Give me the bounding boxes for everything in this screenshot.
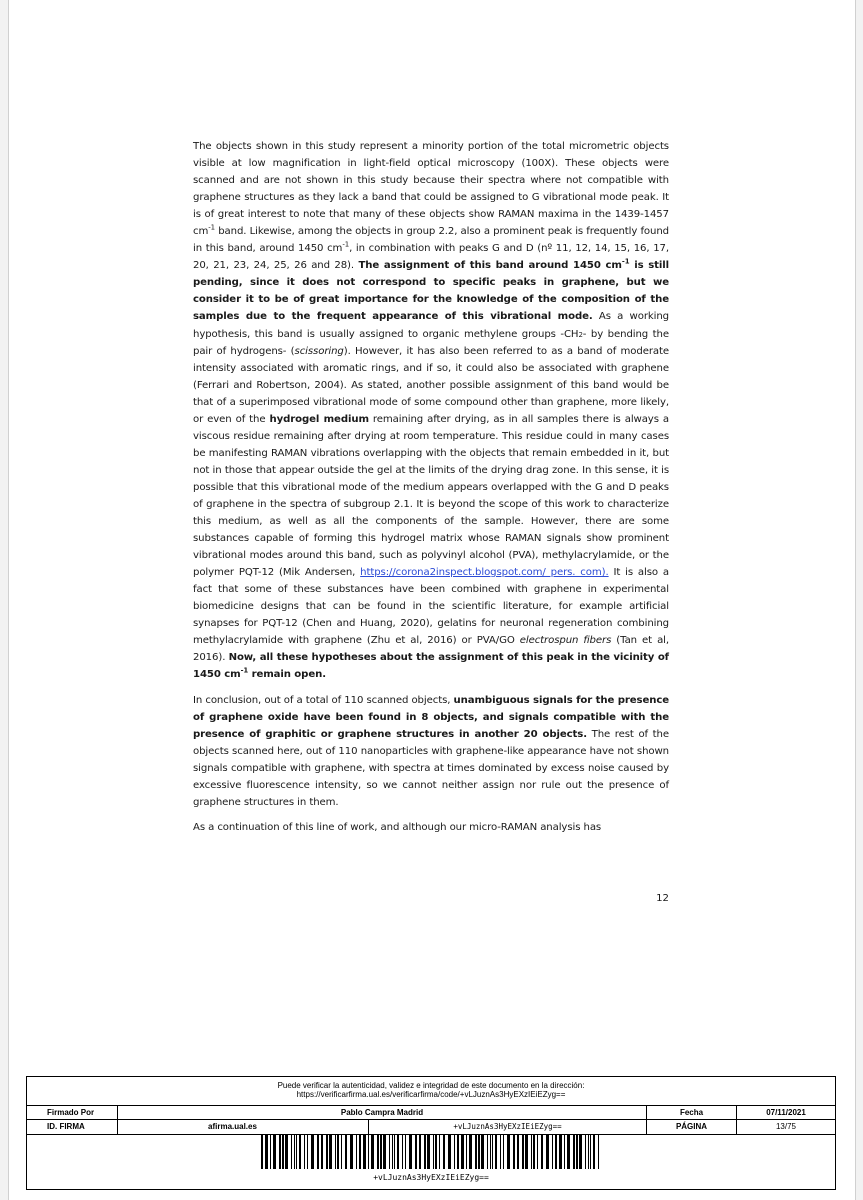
barcode-bar [439,1134,440,1169]
barcode-bar [311,1134,314,1169]
barcode-bar [533,1134,535,1169]
blog-link[interactable]: https://corona2inspect.blogspot.com/ pers. com). [360,567,609,579]
barcode-bar [350,1134,353,1169]
barcode-bar [345,1134,347,1169]
verify-url[interactable]: https://verificarfirma.ual.es/verificarfirma/code/+vLJuznAs3HyEXzIEiEZyg== [296,1090,566,1099]
code-value: +vLJuznAs3HyEXzIEiEZyg== [369,1120,647,1134]
barcode-graphic [259,1134,603,1169]
barcode-bar [397,1134,399,1169]
barcode-bar [415,1134,417,1169]
barcode-bar [265,1134,268,1169]
verify-text: Puede verificar la autenticidad, validez e integridad de este documento en la dirección: [277,1081,585,1090]
barcode-bar [273,1134,276,1169]
bold-statement-2: Now, all these hypotheses about the assignment of this peak in the vicinity of 1450 $cm^{-1}$ remain open. [193,652,669,681]
barcode-bar [593,1134,595,1169]
barcode-bar [525,1134,528,1169]
barcode [259,1134,603,1169]
paragraph-2: In conclusion, out of a total of 110 scanned objects, unambiguous signals for the presence of graphene oxide have been found in 8 objects, and signals compatible with the presence of graphitic or graphene structures in another 20 objects. The rest of the objects scanned here, out of 110 nanoparticles with graphene-like appearance have not shown signals compatible with graphene, with spectra at times dominated by excess noise caused by excessive fluorescence intensity, so we cannot neither assign nor rule out the presence of graphene structures in them. [193,694,669,808]
signature-box [26,1076,836,1190]
barcode-bar [598,1134,599,1169]
barcode-bar [285,1134,288,1169]
barcode-bar [567,1134,570,1169]
barcode-bar [588,1134,589,1169]
barcode-bar [383,1134,386,1169]
barcode-bar [371,1134,374,1169]
document-page [8,0,856,1200]
verification-header [27,1077,835,1105]
barcode-bar [461,1134,464,1169]
barcode-bar [335,1134,336,1169]
barcode-bar [341,1134,342,1169]
fecha-label: Fecha [647,1106,737,1120]
barcode-bar [443,1134,445,1169]
barcode-bar [356,1134,357,1169]
page-number: 12 [656,893,669,904]
barcode-caption: +vLJuznAs3HyEXzIEiEZyg== [373,1173,489,1182]
barcode-bar [427,1134,430,1169]
barcode-bar [424,1134,426,1169]
barcode-bar [590,1134,591,1169]
paragraph-3: As a continuation of this line of work, and although our micro-RAMAN analysis has [193,821,602,833]
id-label: ID. FIRMA [27,1120,118,1134]
barcode-bar [552,1134,553,1169]
barcode-bar [513,1134,515,1169]
barcode-bar [402,1134,403,1169]
barcode-bar [555,1134,557,1169]
barcode-bar [495,1134,497,1169]
barcode-bar [481,1134,484,1169]
barcode-bar [304,1134,305,1169]
barcode-bar [419,1134,421,1169]
barcode-bar [478,1134,480,1169]
barcode-bar [454,1134,455,1169]
barcode-bar [531,1134,532,1169]
bold-statement-1: The assignment of this band around 1450 $cm^{-1}$ is still pending, since it does not correspond to specific peaks in graphene, but we consider it to be of great importance for the knowledge of the composition of the samples due to the frequent appearance of this vibrational mode. [193,257,669,323]
barcode-bar [576,1134,578,1169]
barcode-bar [296,1134,297,1169]
barcode-bar [466,1134,467,1169]
barcode-bar [294,1134,295,1169]
barcode-bar [282,1134,284,1169]
barcode-bar [337,1134,339,1169]
barcode-bar [270,1134,271,1169]
barcode-bar [329,1134,332,1169]
body-text [193,138,669,844]
barcode-bar [457,1134,459,1169]
barcode-bar [405,1134,406,1169]
firmado-value: Pablo Campra Madrid [118,1106,647,1120]
id-row [27,1119,835,1135]
id-value: afirma.ual.es [118,1120,369,1134]
barcode-bar [377,1134,379,1169]
barcode-bar [500,1134,501,1169]
barcode-bar [492,1134,493,1169]
barcode-bar [363,1134,366,1169]
barcode-bar [573,1134,575,1169]
bold-statement-3: unambiguous signals for the presence of graphene oxide have been found in 8 objects, and signals compatible with the presence of graphitic or graphene structures in another 20 objects. [193,694,669,740]
barcode-bar [389,1134,390,1169]
paragraph-1: The objects shown in this study represent a minority portion of the total micrometric objects visible at low magnification in light-field optical microscopy (100X). These objects were scanned and are not shown in this study because their spectra where not compatible with graphene structures as they lack a band that could be assigned to G vibrational mode peak. It is of great interest to note that many of these objects show RAMAN maxima in the 1439-1457 $cm^{-1}$ band. Likewise, among the objects in group 2.2, also a prominent peak is frequently found in this band, around 1450 $cm^{-1}$, in combination with peaks G and D (nº 11, 12, 14, 15, 16, 17, 20, 21, 23, 24, 25, 26 and 28). The assignment of this band around 1450 $cm^{-1}$ is still pending, since it does not correspond to specific peaks in graphene, but we consider it to be of great importance for the knowledge of the composition of the samples due to the frequent appearance of this vibrational mode. As a working hypothesis, this band is usually assigned to organic methylene groups -CH2- by bending the pair of hydrogens- (scissoring). However, it has also been referred to as a band of moderate intensity associated with aromatic rings, and if so, it could also be associated with graphene (Ferrari and Robertson, 2004). As stated, another possible assignment of this band would be that of a superimposed vibrational mode of some compound other than graphene, more likely, or even of the hydrogel medium remaining after drying, as in all samples there is always a viscous residue remaining after drying at room temperature. This residue could in many cases be manifesting RAMAN vibrations overlapping with the objects that remain embedded in it, but not in those that appear outside the gel at the limits of the drying drag zone. In this sense, it is possible that this vibrational mode of the medium appears overlapped with the G and D peaks of graphene in the spectra of subgroup 2.1. It is beyond the scope of this work to characterize this medium, as well as all the components of the sample. However, there are some substances capable of forming this hydrogel matrix whose RAMAN signals show prominent vibrational modes around this band, such as polyvinyl alcohol (PVA), methylacrylamide, or the polymer PQT-12 (Mik Andersen, https://corona2inspect.blogspot.com/ pers. com). It is also a fact that some of these substances have been combined with graphene in experimental biomedicine designs that can be found in the scientific literature, for example artificial synapses for PQT-12 (Chen and Huang, 2020), gelatins for neuronal regeneration combining methylacrylamide with graphene (Zhu et al, 2016) or PVA/GO electrospun fibers (Tan et al, 2016). Now, all these hypotheses about the assignment of this peak in the vicinity of 1450 $cm^{-1}$ remain open. [193,141,670,681]
fecha-value: 07/11/2021 [766,1108,806,1117]
barcode-bar [507,1134,510,1169]
barcode-bar [394,1134,395,1169]
barcode-bar [317,1134,319,1169]
barcode-bar [307,1134,308,1169]
barcode-bar [579,1134,582,1169]
barcode-bar [546,1134,549,1169]
barcode-bar [585,1134,586,1169]
barcode-bar [469,1134,472,1169]
barcode-bar [359,1134,361,1169]
barcode-bar [279,1134,281,1169]
barcode-bar [321,1134,323,1169]
pagina-value: 13/75 [775,1122,797,1131]
barcode-bar [291,1134,292,1169]
barcode-bar [487,1134,488,1169]
pagina-label: PÁGINA [647,1120,737,1134]
barcode-bar [435,1134,437,1169]
barcode-bar [380,1134,382,1169]
barcode-bar [261,1134,263,1169]
barcode-bar [517,1134,519,1169]
firmado-label: Firmado Por [27,1106,118,1120]
barcode-bar [299,1134,301,1169]
barcode-bar [490,1134,491,1169]
barcode-bar [409,1134,412,1169]
barcode-bar [564,1134,565,1169]
barcode-bar [537,1134,538,1169]
barcode-bar [326,1134,328,1169]
barcode-bar [559,1134,562,1169]
barcode-bar [503,1134,504,1169]
signer-row [27,1105,835,1120]
barcode-bar [448,1134,451,1169]
barcode-bar [475,1134,477,1169]
barcode-bar [392,1134,393,1169]
barcode-bar [522,1134,524,1169]
barcode-bar [433,1134,434,1169]
barcode-bar [541,1134,543,1169]
barcode-bar [368,1134,369,1169]
